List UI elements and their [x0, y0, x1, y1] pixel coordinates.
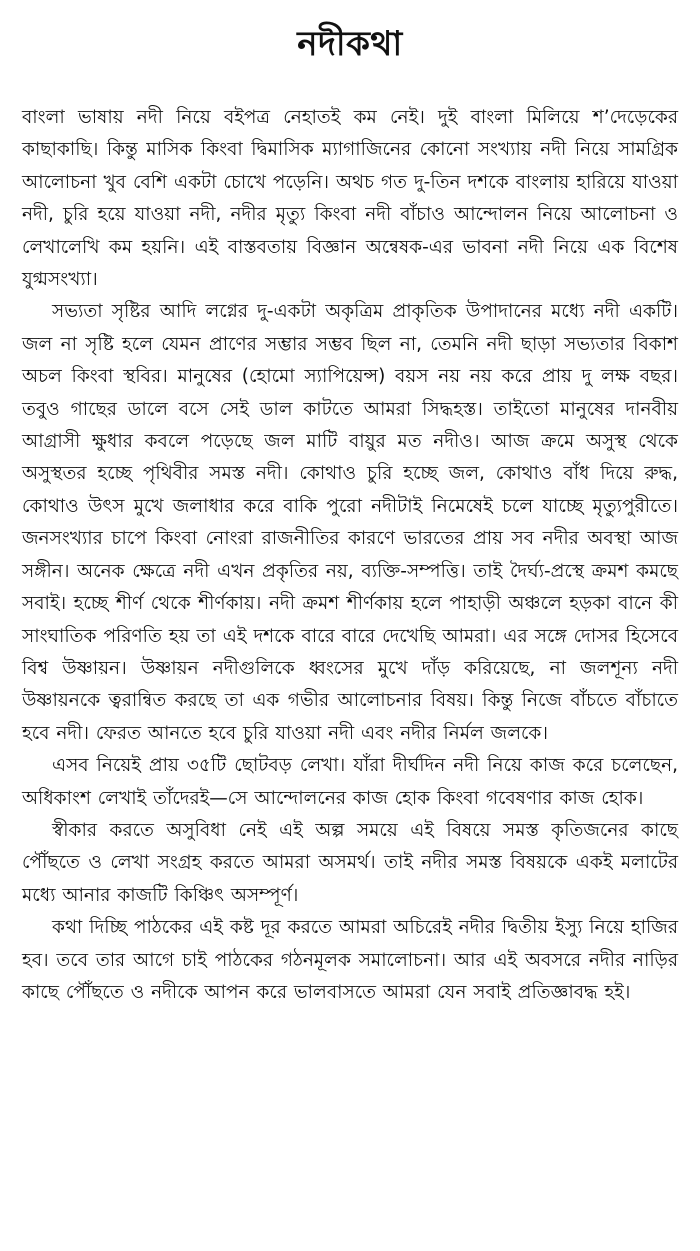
page-title: নদীকথা: [297, 24, 403, 64]
paragraph-intro: বাংলা ভাষায় নদী নিয়ে বইপত্র নেহাতই কম নেই। দুই বাংলা মিলিয়ে শ’দেড়েকের কাছাকাছি। কিন্তু মাসিক কিংবা দ্বিমাসিক ম্যাগাজিনের কোনো সংখ্যায় নদী নিয়ে সামগ্রিক আলোচনা খুব বেশি একটা চোখে পড়েনি। অথচ গত দু-তিন দশকে বাংলায় হারিয়ে যাওয়া নদী, চুরি হয়ে যাওয়া নদী, নদীর মৃত্যু কিংবা নদী বাঁচাও আন্দোলন নিয়ে আলোচনা ও লেখালেখি কম হয়নি। এই বাস্তবতায় বিজ্ঞান অন্বেষক-এর ভাবনা নদী নিয়ে এক বিশেষ যুগ্মসংখ্যা।: [22, 107, 678, 291]
paragraph-articles: এসব নিয়েই প্রায় ৩৫টি ছোটবড় লেখা। যাঁরা দীর্ঘদিন নদী নিয়ে কাজ করে চলেছেন, অধিকাংশ লেখাই তাঁদেরই—সে আন্দোলনের কাজ হোক কিংবা গবেষণার কাজ হোক।: [22, 755, 678, 809]
paragraph-civilization: সভ্যতা সৃষ্টির আদি লগ্নের দু-একটা অকৃত্রিম প্রাকৃতিক উপাদানের মধ্যে নদী একটি। জল না সৃষ্টি হলে যেমন প্রাণের সম্ভার সম্ভব ছিল না, তেমনি নদী ছাড়া সভ্যতার বিকাশ অচল কিংবা স্থবির। মানুষের (হোমো স্যাপিয়েন্স) বয়স নয় নয় করে প্রায় দু লক্ষ বছর। তবুও গাছের ডালে বসে সেই ডাল কাটতে আমরা সিদ্ধহস্ত। তাইতো মানুষের দানবীয় আগ্রাসী ক্ষুধার কবলে পড়েছে জল মাটি বায়ুর মত নদীও। আজ ক্রমে অসুস্থ থেকে অসুস্থতর হচ্ছে পৃথিবীর সমস্ত নদী। কোথাও চুরি হচ্ছে জল, কোথাও বাঁধ দিয়ে রুদ্ধ, কোথাও উৎস মুখে জলাধার করে বাকি পুরো নদীটাই নিমেষেই চলে যাচ্ছে মৃত্যুপুরীতে। জনসংখ্যার চাপে কিংবা নোংরা রাজনীতির কারণে ভারতের প্রায় সব নদীর অবস্থা আজ সঙ্গীন। অনেক ক্ষেত্রে নদী এখন প্রকৃতির নয়, ব্যক্তি-সম্পত্তি। তাই দৈর্ঘ্য-প্রস্থে ক্রমশ কমছে সবাই। হচ্ছে শীর্ণ থেকে শীর্ণকায়। নদী ক্রমশ শীর্ণকায় হলে পাহাড়ী অঞ্চলে হড়কা বানে কী সাংঘাতিক পরিণতি হয় তা এই দশকে বারে বারে দেখেছি আমরা। এর সঙ্গে দোসর হিসেবে বিশ্ব উষ্ণায়ন। উষ্ণায়ন নদীগুলিকে ধ্বংসের মুখে দাঁড় করিয়েছে, না জলশূন্য নদী উষ্ণায়নকে ত্বরান্বিত করছে তা এক গভীর আলোচনার বিষয়। কিন্তু নিজে বাঁচতে বাঁচাতে হবে নদী। ফেরত আনতে হবে চুরি যাওয়া নদী এবং নদীর নির্মল জলকে।: [22, 301, 678, 744]
paragraph-promise: কথা দিচ্ছি পাঠকের এই কষ্ট দূর করতে আমরা অচিরেই নদীর দ্বিতীয় ইস্যু নিয়ে হাজির হব। তবে তার আগে চাই পাঠকের গঠনমূলক সমালোচনা। আর এই অবসরে নদীর নাড়ির কাছে পৌঁছতে ও নদীকে আপন করে ভালবাসতে আমরা যেন সবাই প্রতিজ্ঞাবদ্ধ হই।: [22, 917, 678, 1003]
paragraph-acknowledgement: স্বীকার করতে অসুবিধা নেই এই অল্প সময়ে এই বিষয়ে সমস্ত কৃতিজনের কাছে পৌঁছতে ও লেখা সংগ্রহ করতে আমরা অসমর্থ। তাই নদীর সমস্ত বিষয়কে একই মলাটের মধ্যে আনার কাজটি কিঞ্চিৎ অসম্পূর্ণ।: [22, 819, 678, 906]
